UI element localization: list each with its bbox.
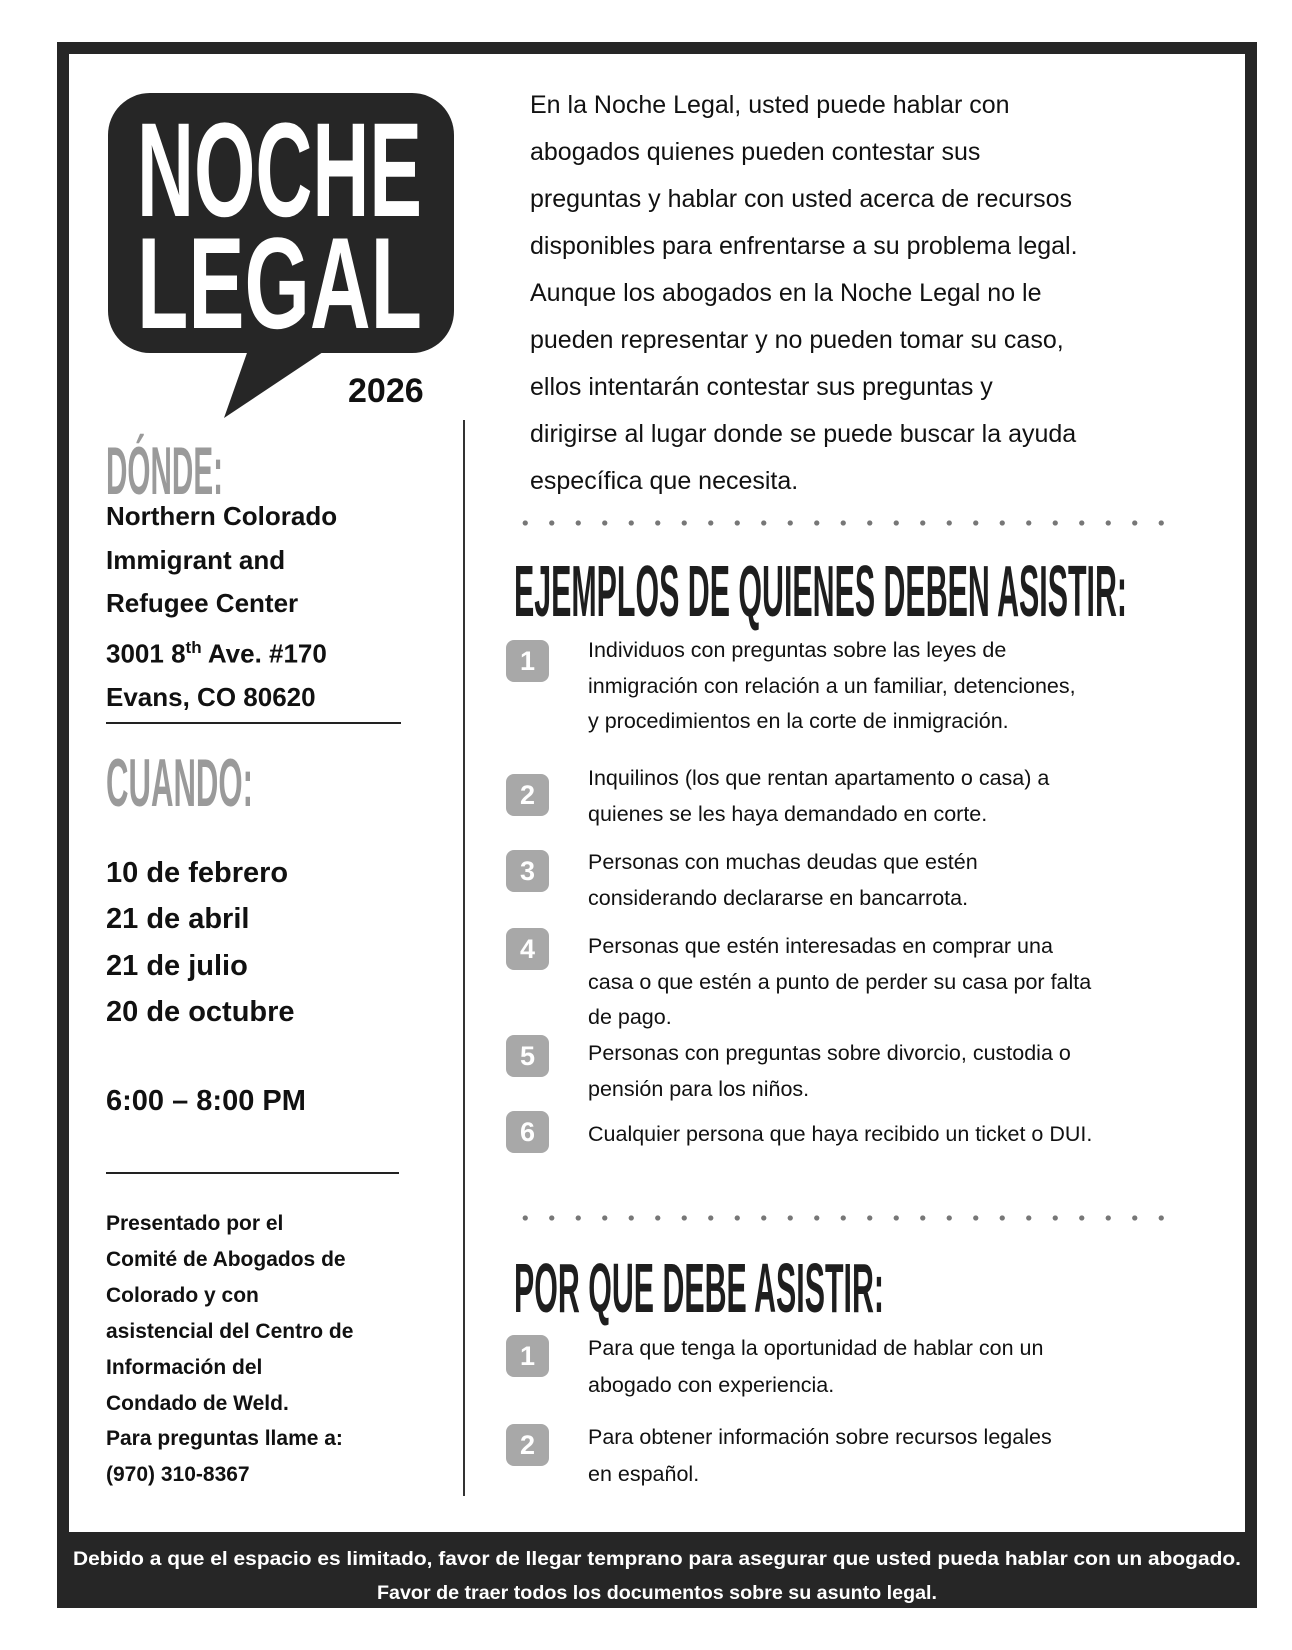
address-line: Northern Colorado xyxy=(106,501,338,531)
phone-number[interactable]: (970) 310-8367 xyxy=(106,1463,250,1487)
address-city: Evans, CO 80620 xyxy=(106,682,316,713)
divider xyxy=(106,722,401,724)
street-suffix: th xyxy=(185,638,202,658)
event-date: 10 de febrero xyxy=(106,857,289,889)
presented-line: Condado de Weld. xyxy=(106,1391,289,1415)
presented-line: Comité de Abogados de xyxy=(106,1247,346,1271)
number-badge: 2 xyxy=(506,774,549,816)
list-item-line: quienes se les haya demandado en corte. xyxy=(588,801,988,826)
footer-text xyxy=(57,1532,1257,1608)
number-badge: 4 xyxy=(506,928,549,970)
list-item xyxy=(588,1330,1228,1404)
list-item-line: Para obtener información sobre recursos legales xyxy=(588,1425,1052,1449)
list-item xyxy=(588,1419,1228,1493)
list-item-line: Inquilinos (los que rentan apartamento o casa) a xyxy=(588,766,1050,790)
number-badge: 6 xyxy=(506,1111,549,1153)
list-item-line: en español. xyxy=(588,1462,700,1486)
list-item xyxy=(588,761,1228,832)
intro-paragraph xyxy=(530,82,1230,505)
list-item xyxy=(588,1036,1228,1107)
intro-line: pueden representar y no pueden tomar su caso, xyxy=(530,326,1064,354)
presented-line: Información del xyxy=(106,1355,263,1379)
number-badge: 1 xyxy=(506,640,549,682)
intro-line: En la Noche Legal, usted puede hablar con xyxy=(530,91,1010,119)
number-badge: 2 xyxy=(506,1424,549,1466)
presented-line: asistencial del Centro de xyxy=(106,1319,354,1343)
event-date: 21 de abril xyxy=(106,903,250,936)
dotted-divider xyxy=(512,520,1176,526)
list-item-line: pensión para los niños. xyxy=(588,1076,810,1101)
list-item-line: Cualquier persona que haya recibido un ticket o DUI. xyxy=(588,1122,1093,1146)
logo-line1: NOCHE xyxy=(137,96,422,245)
address-street xyxy=(106,626,456,676)
list-item-line: de pago. xyxy=(588,1005,672,1029)
footer-banner xyxy=(57,1532,1257,1608)
list-item xyxy=(588,633,1228,740)
column-divider xyxy=(463,420,465,1496)
speech-bubble-tail xyxy=(224,350,326,418)
intro-line: disponibles para enfrentarse a su problema legal. xyxy=(530,232,1078,260)
event-date: 20 de octubre xyxy=(106,995,295,1028)
divider xyxy=(106,1172,399,1174)
list-item-line: casa o que estén a punto de perder su casa por falta xyxy=(588,969,1092,994)
intro-line: dirigirse al lugar donde se puede buscar la ayuda xyxy=(530,420,1077,448)
intro-line: abogados quienes pueden contestar sus xyxy=(530,138,981,166)
list-item-line: Personas que estén interesadas en comprar una xyxy=(588,934,1053,958)
presented-line: Para preguntas llame a: xyxy=(106,1427,343,1451)
street-rest: Ave. #170 xyxy=(201,638,327,669)
list-item-line: inmigración con relación a un familiar, detenciones, xyxy=(588,673,1076,698)
intro-line: específica que necesita. xyxy=(530,467,799,495)
intro-line: Aunque los abogados en la Noche Legal no le xyxy=(530,279,1042,307)
footer-line: Debido a que el espacio es limitado, favor de llegar temprano para asegurar que usted pueda hablar con un abogado. xyxy=(73,1549,1241,1570)
list-item xyxy=(588,1117,1228,1153)
where-heading: DÓNDE: xyxy=(106,433,223,509)
presented-line: Colorado y con xyxy=(106,1283,259,1307)
list-item-line: Personas con muchas deudas que estén xyxy=(588,850,978,874)
number-badge: 1 xyxy=(506,1335,549,1377)
number-badge: 3 xyxy=(506,850,549,892)
presented-line: Presentado por el xyxy=(106,1212,284,1235)
list-item xyxy=(588,929,1228,1036)
address-line: Immigrant and xyxy=(106,544,286,575)
examples-heading: EJEMPLOS DE QUIENES DEBEN ASISTIR: xyxy=(514,552,1127,632)
event-dates xyxy=(106,850,456,1035)
list-item-line: Individuos con preguntas sobre las leyes de xyxy=(588,638,1007,662)
list-item-line: Para que tenga la oportunidad de hablar con un xyxy=(588,1336,1044,1360)
intro-line: preguntas y hablar con usted acerca de recursos xyxy=(530,185,1072,213)
event-date: 21 de julio xyxy=(106,949,248,982)
logo-year: 2026 xyxy=(348,372,424,410)
number-badge: 5 xyxy=(506,1035,549,1077)
event-time: 6:00 – 8:00 PM xyxy=(106,1085,306,1117)
when-heading: CUANDO: xyxy=(106,745,253,821)
list-item-line: considerando declararse en bancarrota. xyxy=(588,885,969,910)
why-heading: POR QUE DEBE ASISTIR: xyxy=(514,1249,884,1327)
list-item-line: y procedimientos en la corte de inmigración. xyxy=(588,709,1009,733)
dotted-divider xyxy=(512,1215,1176,1221)
list-item-line: Personas con preguntas sobre divorcio, custodia o xyxy=(588,1041,1071,1065)
intro-line: ellos intentarán contestar sus preguntas y xyxy=(530,373,993,401)
address xyxy=(106,495,456,720)
address-line: Refugee Center xyxy=(106,588,299,619)
street-number: 3001 8 xyxy=(106,638,186,669)
presented-by xyxy=(106,1206,456,1493)
list-item-line: abogado con experiencia. xyxy=(588,1373,835,1397)
list-item xyxy=(588,845,1228,916)
footer-line: Favor de traer todos los documentos sobre su asunto legal. xyxy=(377,1583,937,1604)
logo-line2: LEGAL xyxy=(137,210,422,356)
